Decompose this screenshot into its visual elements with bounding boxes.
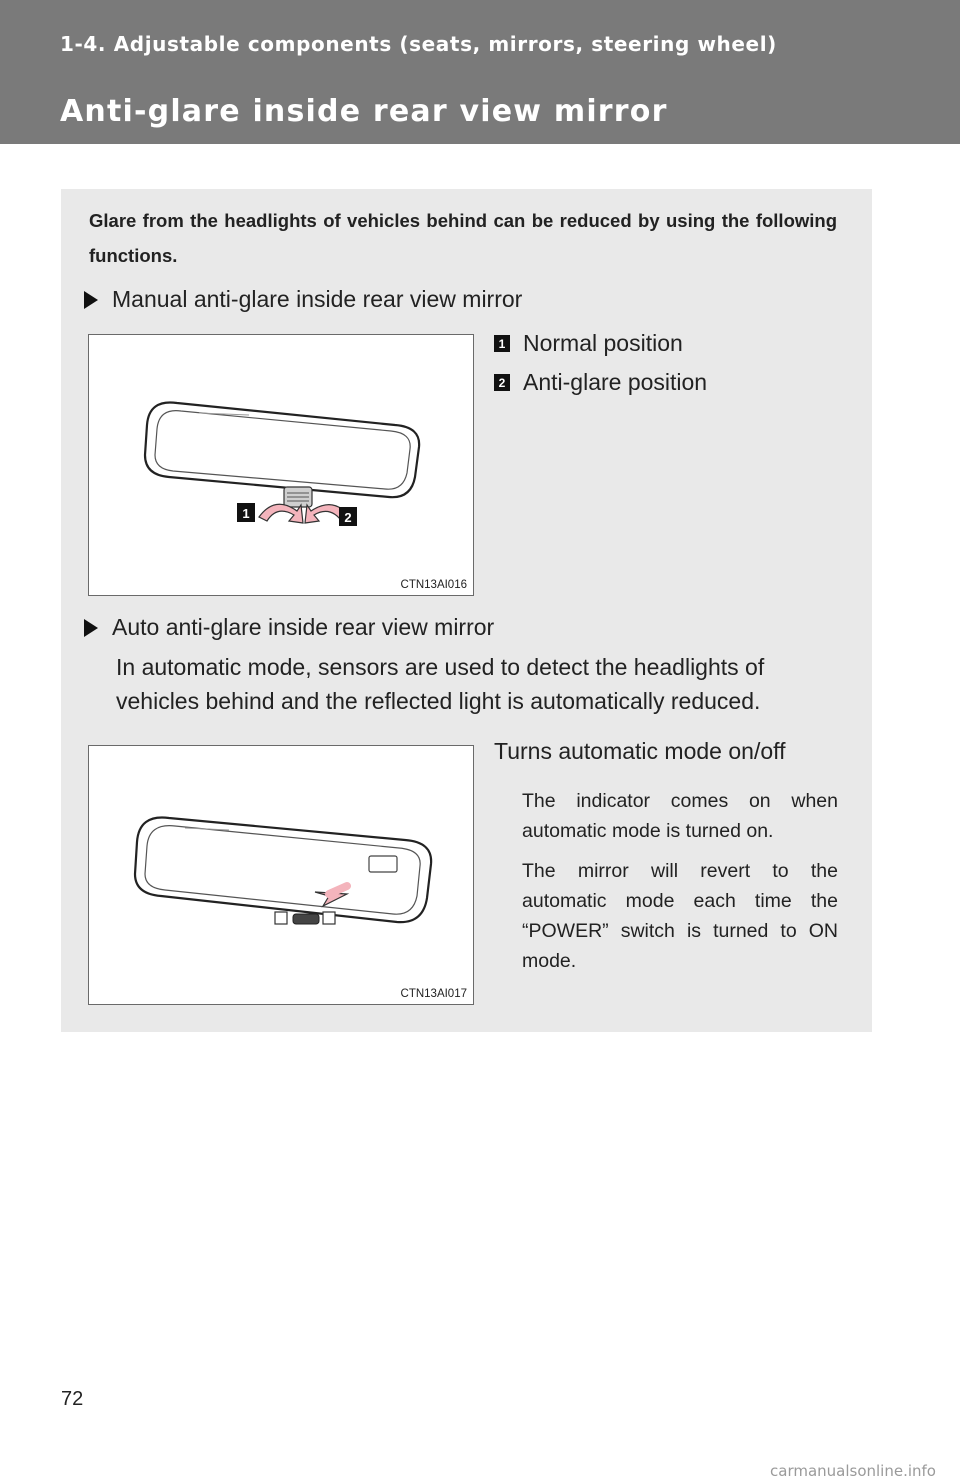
auto-description: In automatic mode, sensors are used to detect the headlights of vehicles behind and the reflected light is automatically reduced. [116,654,765,714]
manual-mirror-illustration [89,335,473,595]
marker-label-2: 2 [344,510,352,525]
legend-item-anti-glare [494,369,707,396]
auto-callout: Turns automatic mode on/off [494,738,786,764]
bullet-arrow-icon [84,291,98,309]
manual-mirror-figure [88,334,474,596]
legend-label-anti-glare: Anti-glare position [523,369,708,395]
auto-mirror-illustration [89,746,473,1004]
page-number: 72 [61,1388,84,1410]
legend-item-normal [494,330,683,357]
figure-code: CTN13AI017 [400,988,467,1000]
watermark: carmanualsonline.info [770,1462,936,1480]
legend-label-normal: Normal position [523,330,683,356]
manual-heading-row [82,286,522,313]
page-title: Anti-glare inside rear view mirror [60,94,668,129]
marker-label-1: 1 [242,506,250,521]
legend-number-2: 2 [494,374,510,391]
page-header [0,0,960,144]
auto-heading: Auto anti-glare inside rear view mirror [112,614,495,640]
section-label: 1-4. Adjustable components (seats, mirrors, steering wheel) [60,32,777,56]
auto-mirror-figure [88,745,474,1005]
figure-code: CTN13AI016 [400,579,467,591]
bullet-arrow-icon [84,619,98,637]
manual-heading: Manual anti-glare inside rear view mirror [112,286,523,312]
auto-heading-row [82,614,494,641]
note-power-switch: The mirror will revert to the automatic mode each time the “POWER” switch is turned to ON mode. [522,860,838,972]
note-indicator: The indicator comes on when automatic mode is turned on. [522,790,838,842]
intro-text: Glare from the headlights of vehicles behind can be reduced by using the following functions. [89,210,837,266]
legend-number-1: 1 [494,335,510,352]
